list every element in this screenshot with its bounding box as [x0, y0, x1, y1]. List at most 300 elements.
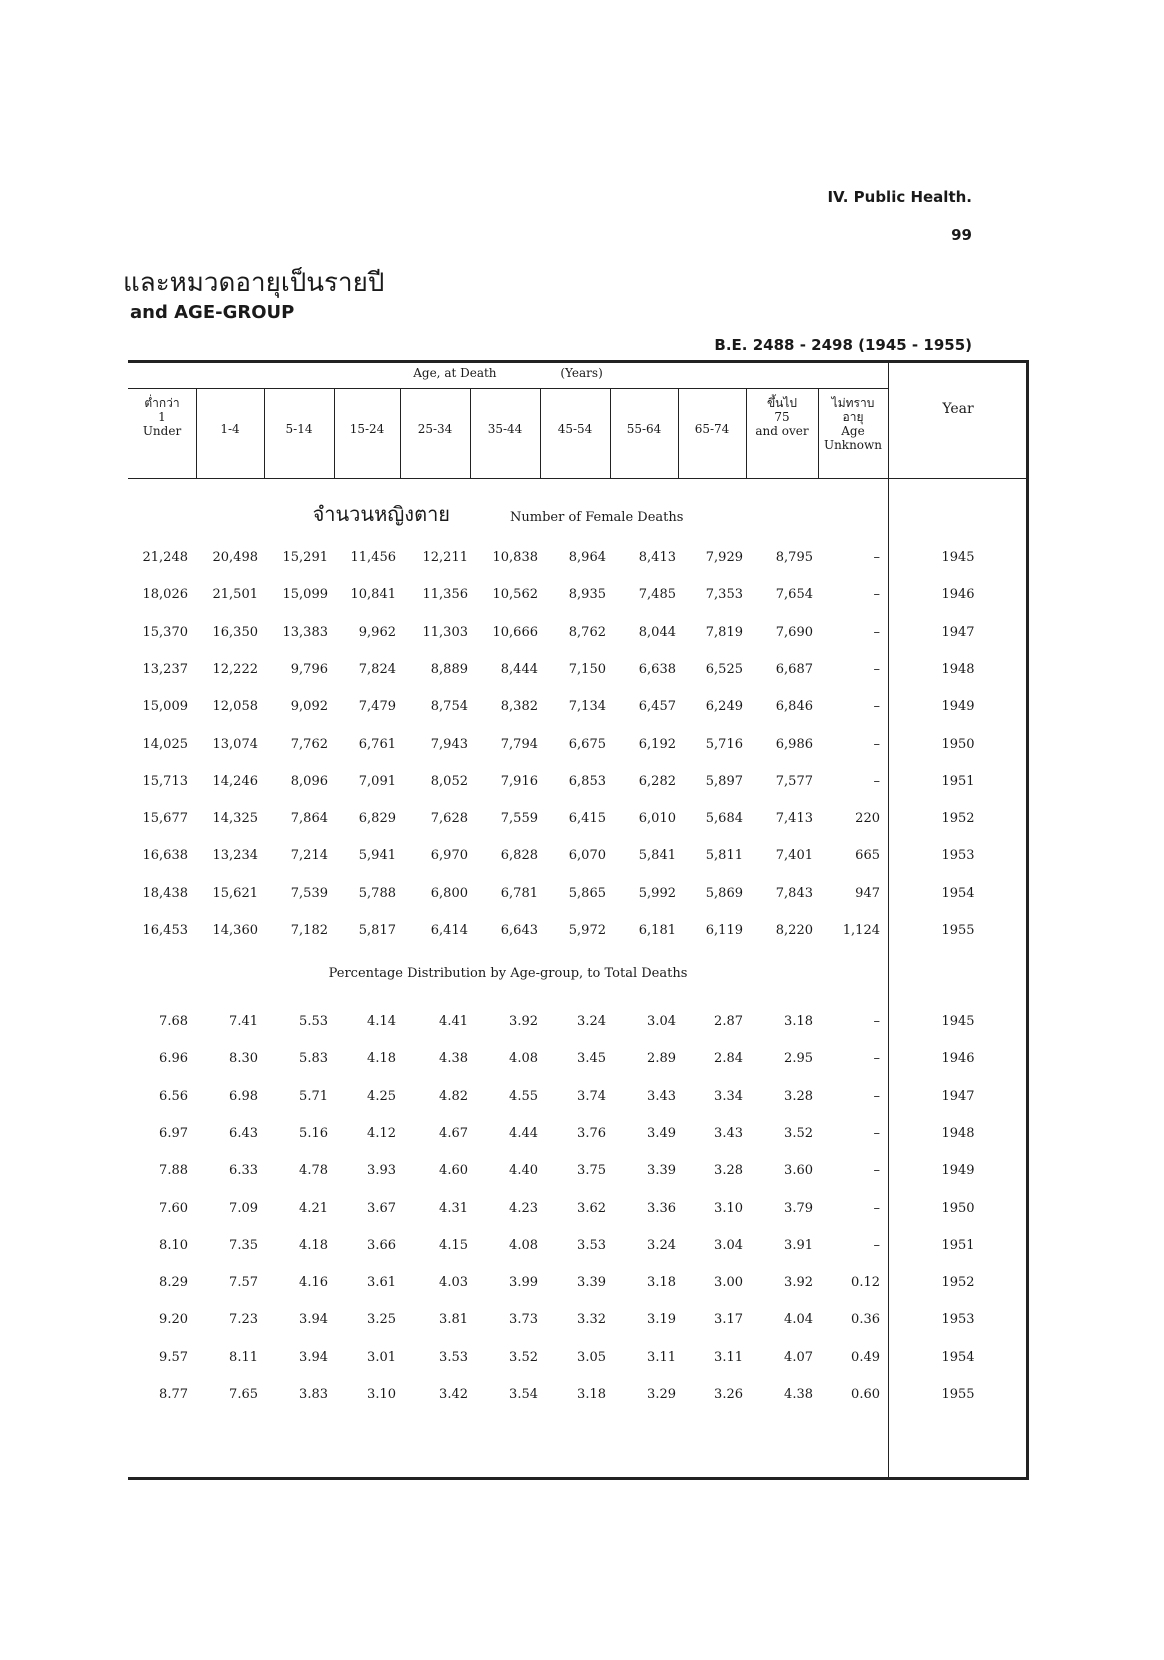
table-cell: 6,457: [638, 699, 676, 715]
table-cell: 3.94: [299, 1349, 328, 1365]
table-cell: 7.65: [229, 1387, 258, 1402]
section-title-percentage: Percentage Distribution by Age-group, to Total Deaths: [328, 966, 688, 981]
table-cell: 6,415: [568, 811, 606, 827]
table-cell: 7,843: [775, 885, 813, 901]
table-cell: 8,096: [290, 773, 328, 789]
section-label: IV. Public Health.: [827, 188, 972, 206]
table-cell: 7,794: [500, 736, 538, 752]
table-cell: 4.03: [439, 1275, 468, 1291]
table-cell: 5.53: [299, 1014, 328, 1029]
column-divider: [264, 388, 265, 478]
table-cell: 13,234: [212, 848, 258, 864]
table-cell: 3.11: [647, 1349, 676, 1365]
column-header-line: 1-4: [220, 422, 240, 436]
table-cell: 6,828: [500, 848, 538, 864]
table-cell: 5,941: [358, 848, 396, 864]
table-cell: 4.12: [367, 1125, 396, 1141]
table-cell: 3.73: [509, 1312, 538, 1328]
table-cell: 3.39: [647, 1163, 676, 1179]
table-bottom-rule: [128, 1477, 1028, 1480]
table-cell: 3.05: [577, 1349, 606, 1365]
table-cell: 3.34: [714, 1088, 743, 1104]
table-cell: 5,788: [358, 885, 396, 901]
table-cell: 6,249: [705, 699, 743, 715]
year-cell: 1950: [941, 736, 975, 752]
table-cell: 4.21: [299, 1200, 328, 1216]
table-cell: 14,025: [142, 736, 188, 752]
header-bottom-rule: [128, 478, 1028, 479]
table-cell: 4.40: [509, 1163, 538, 1179]
table-cell: 2.84: [714, 1051, 743, 1067]
table-cell: 6,853: [568, 773, 606, 789]
table-cell: 7,929: [705, 550, 743, 565]
table-cell: –: [873, 736, 880, 752]
year-cell: 1948: [941, 661, 975, 677]
column-header: [746, 396, 818, 438]
table-cell: 3.17: [714, 1312, 743, 1328]
table-cell: 7,479: [358, 699, 396, 715]
table-cell: 8,413: [638, 550, 676, 565]
table-cell: 8.11: [229, 1349, 258, 1365]
column-divider: [678, 388, 679, 478]
table-cell: 4.38: [439, 1051, 468, 1067]
table-cell: 3.92: [509, 1014, 538, 1029]
table-top-rule: [128, 360, 1028, 363]
table-cell: 5,811: [705, 848, 743, 864]
table-cell: 0.36: [851, 1312, 880, 1328]
table-cell: 4.31: [439, 1200, 468, 1216]
table-cell: 12,222: [212, 661, 258, 677]
table-cell: 3.04: [714, 1237, 743, 1253]
table-cell: 7,916: [500, 773, 538, 789]
table-cell: –: [873, 624, 880, 640]
table-cell: 6,192: [638, 736, 676, 752]
column-header: [264, 422, 334, 436]
table-cell: 3.24: [577, 1014, 606, 1029]
table-cell: 3.99: [509, 1275, 538, 1291]
table-cell: 3.19: [647, 1312, 676, 1328]
table-cell: 8,935: [568, 587, 606, 603]
table-cell: 2.87: [714, 1014, 743, 1029]
table-cell: 3.43: [647, 1088, 676, 1104]
table-cell: 3.93: [367, 1163, 396, 1179]
table-cell: 11,456: [350, 550, 396, 565]
table-cell: 6.98: [229, 1088, 258, 1104]
table-cell: –: [873, 1237, 880, 1253]
table-cell: 6,414: [430, 923, 468, 938]
table-cell: 3.18: [647, 1275, 676, 1291]
table-cell: 5,684: [705, 811, 743, 827]
table-cell: 14,325: [212, 811, 258, 827]
table-cell: 21,248: [142, 550, 188, 565]
table-cell: 14,246: [212, 773, 258, 789]
table-cell: 4.08: [509, 1051, 538, 1067]
table-cell: 4.41: [439, 1014, 468, 1029]
table-cell: 4.18: [367, 1051, 396, 1067]
table-cell: 13,383: [282, 624, 328, 640]
table-cell: 8,052: [430, 773, 468, 789]
table-cell: 7,182: [290, 923, 328, 938]
table-cell: 5,992: [638, 885, 676, 901]
page-number: 99: [951, 226, 972, 244]
table-cell: 8,964: [568, 550, 606, 565]
table-cell: 3.29: [647, 1387, 676, 1402]
table-cell: 4.07: [784, 1349, 813, 1365]
table-cell: 15,677: [142, 811, 188, 827]
table-cell: 3.26: [714, 1387, 743, 1402]
year-cell: 1953: [941, 1312, 975, 1328]
table-cell: 8,444: [500, 661, 538, 677]
table-cell: 3.92: [784, 1275, 813, 1291]
table-cell: 3.18: [577, 1387, 606, 1402]
table-cell: 7,762: [290, 736, 328, 752]
year-cell: 1955: [941, 1387, 975, 1402]
table-cell: –: [873, 1200, 880, 1216]
table-cell: 4.78: [299, 1163, 328, 1179]
table-cell: 3.04: [647, 1014, 676, 1029]
table-cell: 13,237: [142, 661, 188, 677]
year-cell: 1950: [941, 1200, 975, 1216]
table-cell: 7,943: [430, 736, 468, 752]
table-cell: 7,214: [290, 848, 328, 864]
table-cell: –: [873, 661, 880, 677]
table-cell: 5,869: [705, 885, 743, 901]
table-cell: 4.16: [299, 1275, 328, 1291]
table-cell: 6,846: [775, 699, 813, 715]
column-header-line: 65-74: [694, 422, 730, 436]
table-cell: 6,800: [430, 885, 468, 901]
year-cell: 1951: [941, 773, 975, 789]
column-header: [610, 422, 678, 436]
table-cell: 5.16: [299, 1125, 328, 1141]
table-cell: 10,562: [492, 587, 538, 603]
table-cell: 7,690: [775, 624, 813, 640]
table-cell: 3.28: [784, 1088, 813, 1104]
table-cell: 8,044: [638, 624, 676, 640]
table-cell: 4.23: [509, 1200, 538, 1216]
table-cell: 3.60: [784, 1163, 813, 1179]
column-divider: [400, 388, 401, 478]
table-cell: –: [873, 550, 880, 565]
table-cell: 6,638: [638, 661, 676, 677]
table-cell: 3.36: [647, 1200, 676, 1216]
table-cell: 5,865: [568, 885, 606, 901]
table-cell: 11,303: [422, 624, 468, 640]
table-cell: 3.01: [367, 1349, 396, 1365]
column-header-line: 1: [158, 410, 166, 424]
table-cell: –: [873, 1163, 880, 1179]
table-cell: –: [873, 1051, 880, 1067]
column-header: [470, 422, 540, 436]
year-cell: 1954: [941, 1349, 975, 1365]
table-cell: 6,525: [705, 661, 743, 677]
table-cell: 3.61: [367, 1275, 396, 1291]
table-cell: 5,817: [358, 923, 396, 938]
table-cell: 3.39: [577, 1275, 606, 1291]
table-cell: 3.10: [714, 1200, 743, 1216]
table-cell: 6,010: [638, 811, 676, 827]
table-cell: 4.67: [439, 1125, 468, 1141]
table-cell: 3.66: [367, 1237, 396, 1253]
year-cell: 1946: [941, 1051, 975, 1067]
table-cell: –: [873, 1125, 880, 1141]
table-cell: 8,382: [500, 699, 538, 715]
table-cell: 3.83: [299, 1387, 328, 1402]
table-cell: 7,413: [775, 811, 813, 827]
table-cell: 2.89: [647, 1051, 676, 1067]
table-cell: 14,360: [212, 923, 258, 938]
page-title-english: and AGE-GROUP: [130, 302, 295, 323]
table-cell: 6,687: [775, 661, 813, 677]
table-cell: 3.49: [647, 1125, 676, 1141]
table-cell: 5,841: [638, 848, 676, 864]
table-cell: 6,970: [430, 848, 468, 864]
table-cell: 7,628: [430, 811, 468, 827]
table-cell: 3.67: [367, 1200, 396, 1216]
year-cell: 1946: [941, 587, 975, 603]
table-cell: 9,092: [290, 699, 328, 715]
column-divider: [470, 388, 471, 478]
table-cell: 3.81: [439, 1312, 468, 1328]
year-cell: 1948: [941, 1125, 975, 1141]
table-cell: 6,675: [568, 736, 606, 752]
table-cell: 8.77: [159, 1387, 188, 1402]
table-cell: –: [873, 1088, 880, 1104]
column-divider: [818, 388, 819, 478]
table-cell: 8,795: [775, 550, 813, 565]
female-deaths-table: [128, 360, 1028, 1480]
column-header: [128, 396, 196, 438]
column-header: [334, 422, 400, 436]
table-cell: 3.11: [714, 1349, 743, 1365]
year-cell: 1947: [941, 1088, 975, 1104]
table-cell: 3.53: [439, 1349, 468, 1365]
table-cell: 4.55: [509, 1088, 538, 1104]
table-cell: 8,220: [775, 923, 813, 938]
table-cell: 1,124: [842, 923, 880, 938]
table-cell: 4.04: [784, 1312, 813, 1328]
column-header-line: 35-44: [487, 422, 523, 436]
table-cell: 4.25: [367, 1088, 396, 1104]
table-cell: 15,099: [282, 587, 328, 603]
table-cell: 15,009: [142, 699, 188, 715]
column-header-line: 55-64: [626, 422, 662, 436]
table-cell: 7.88: [159, 1163, 188, 1179]
table-cell: 3.53: [577, 1237, 606, 1253]
table-cell: 4.44: [509, 1125, 538, 1141]
table-cell: 3.24: [647, 1237, 676, 1253]
table-cell: 7,864: [290, 811, 328, 827]
column-header: [818, 396, 888, 452]
table-cell: 5,716: [705, 736, 743, 752]
table-cell: 18,438: [142, 885, 188, 901]
table-cell: 3.25: [367, 1312, 396, 1328]
table-cell: 6,829: [358, 811, 396, 827]
column-header-line: Unknown: [823, 438, 883, 452]
table-cell: 3.54: [509, 1387, 538, 1402]
table-cell: 16,350: [212, 624, 258, 640]
table-cell: 3.52: [784, 1125, 813, 1141]
table-cell: 3.42: [439, 1387, 468, 1402]
table-cell: 7.60: [159, 1200, 188, 1216]
table-cell: 7,654: [775, 587, 813, 603]
table-cell: 8.29: [159, 1275, 188, 1291]
table-cell: 9,962: [358, 624, 396, 640]
table-cell: 6.97: [159, 1125, 188, 1141]
table-cell: 11,356: [422, 587, 468, 603]
table-cell: 7,150: [568, 661, 606, 677]
period-label: B.E. 2488 - 2498 (1945 - 1955): [714, 336, 972, 354]
table-cell: 7,824: [358, 661, 396, 677]
table-cell: 5.83: [299, 1051, 328, 1067]
table-cell: 12,211: [422, 550, 468, 565]
table-cell: 8.10: [159, 1237, 188, 1253]
table-cell: 2.95: [784, 1051, 813, 1067]
table-cell: –: [873, 773, 880, 789]
table-cell: 4.15: [439, 1237, 468, 1253]
year-cell: 1952: [941, 811, 975, 827]
table-cell: 3.74: [577, 1088, 606, 1104]
table-cell: 16,638: [142, 848, 188, 864]
table-cell: 10,666: [492, 624, 538, 640]
table-cell: 3.43: [714, 1125, 743, 1141]
column-header-line: 5-14: [285, 422, 313, 436]
table-cell: 6,070: [568, 848, 606, 864]
column-header-line: 25-34: [417, 422, 453, 436]
table-cell: 3.45: [577, 1051, 606, 1067]
table-cell: 665: [855, 848, 880, 864]
table-cell: 3.18: [784, 1014, 813, 1029]
table-cell: 3.10: [367, 1387, 396, 1402]
table-cell: 7.09: [229, 1200, 258, 1216]
table-cell: 3.62: [577, 1200, 606, 1216]
table-cell: 4.82: [439, 1088, 468, 1104]
table-cell: 3.94: [299, 1312, 328, 1328]
table-cell: 21,501: [212, 587, 258, 603]
table-cell: –: [873, 699, 880, 715]
table-cell: 7.68: [159, 1014, 188, 1029]
column-header-line: and over: [755, 424, 809, 438]
column-divider: [888, 360, 889, 1477]
year-cell: 1949: [941, 699, 975, 715]
table-cell: 4.08: [509, 1237, 538, 1253]
column-header-line: Age: [841, 424, 865, 438]
table-cell: 16,453: [142, 923, 188, 938]
table-cell: 9.20: [159, 1312, 188, 1328]
table-cell: 7,353: [705, 587, 743, 603]
year-cell: 1949: [941, 1163, 975, 1179]
table-cell: 7,091: [358, 773, 396, 789]
age-group-rule: [128, 388, 888, 389]
year-cell: 1954: [941, 885, 975, 901]
table-cell: 10,841: [350, 587, 396, 603]
table-cell: 6,986: [775, 736, 813, 752]
table-cell: 6,119: [705, 923, 743, 938]
column-divider: [540, 388, 541, 478]
table-cell: 13,074: [212, 736, 258, 752]
table-cell: 0.12: [851, 1275, 880, 1291]
column-header-line: ขึ้นไป: [766, 396, 798, 410]
column-header-line: ไม่ทราบ: [831, 396, 875, 410]
column-divider: [334, 388, 335, 478]
table-cell: 7,577: [775, 773, 813, 789]
table-cell: 6.56: [159, 1088, 188, 1104]
section-title-thai: จำนวนหญิงตาย: [312, 502, 451, 526]
table-cell: 220: [855, 811, 880, 827]
column-divider: [196, 388, 197, 478]
table-cell: 8.30: [229, 1051, 258, 1067]
year-cell: 1945: [941, 1014, 975, 1029]
table-cell: 7.23: [229, 1312, 258, 1328]
column-header: [400, 422, 470, 436]
table-cell: 4.18: [299, 1237, 328, 1253]
table-cell: 3.76: [577, 1125, 606, 1141]
table-cell: 7,401: [775, 848, 813, 864]
table-cell: 3.75: [577, 1163, 606, 1179]
table-cell: 6.96: [159, 1051, 188, 1067]
table-cell: 3.32: [577, 1312, 606, 1328]
table-cell: 6,781: [500, 885, 538, 901]
table-cell: 3.28: [714, 1163, 743, 1179]
table-cell: 6.33: [229, 1163, 258, 1179]
table-cell: 0.49: [851, 1349, 880, 1365]
table-cell: 7,485: [638, 587, 676, 603]
table-cell: 3.79: [784, 1200, 813, 1216]
table-cell: 12,058: [212, 699, 258, 715]
column-header: [540, 422, 610, 436]
column-header: [678, 422, 746, 436]
table-cell: 7,819: [705, 624, 743, 640]
column-divider: [746, 388, 747, 478]
table-cell: 8,754: [430, 699, 468, 715]
table-cell: 3.00: [714, 1275, 743, 1291]
table-cell: 7,134: [568, 699, 606, 715]
table-cell: 3.91: [784, 1237, 813, 1253]
table-cell: 15,621: [212, 885, 258, 901]
table-cell: 7,559: [500, 811, 538, 827]
table-cell: 5,972: [568, 923, 606, 938]
age-group-header: Age, at Death (Years): [413, 366, 603, 380]
year-cell: 1952: [941, 1275, 975, 1291]
table-cell: 8,762: [568, 624, 606, 640]
table-cell: 9.57: [159, 1349, 188, 1365]
table-cell: 6,282: [638, 773, 676, 789]
table-cell: 5,897: [705, 773, 743, 789]
page-title-thai: และหมวดอายุเป็นรายปี: [123, 268, 385, 298]
year-cell: 1945: [941, 550, 975, 565]
year-cell: 1951: [941, 1237, 975, 1253]
table-cell: 6.43: [229, 1125, 258, 1141]
table-cell: 20,498: [212, 550, 258, 565]
table-cell: 10,838: [492, 550, 538, 565]
column-header-line: 75: [774, 410, 790, 424]
table-cell: 15,291: [282, 550, 328, 565]
table-cell: 4.14: [367, 1014, 396, 1029]
year-cell: 1947: [941, 624, 975, 640]
table-cell: 7.35: [229, 1237, 258, 1253]
table-cell: 6,761: [358, 736, 396, 752]
table-cell: –: [873, 587, 880, 603]
table-cell: 8,889: [430, 661, 468, 677]
table-cell: 3.52: [509, 1349, 538, 1365]
section-title-english: Number of Female Deaths: [510, 510, 684, 525]
table-cell: 4.38: [784, 1387, 813, 1402]
table-cell: 0.60: [851, 1387, 880, 1402]
year-cell: 1955: [941, 923, 975, 938]
column-header-line: 15-24: [349, 422, 385, 436]
table-cell: 6,643: [500, 923, 538, 938]
table-cell: 9,796: [290, 661, 328, 677]
